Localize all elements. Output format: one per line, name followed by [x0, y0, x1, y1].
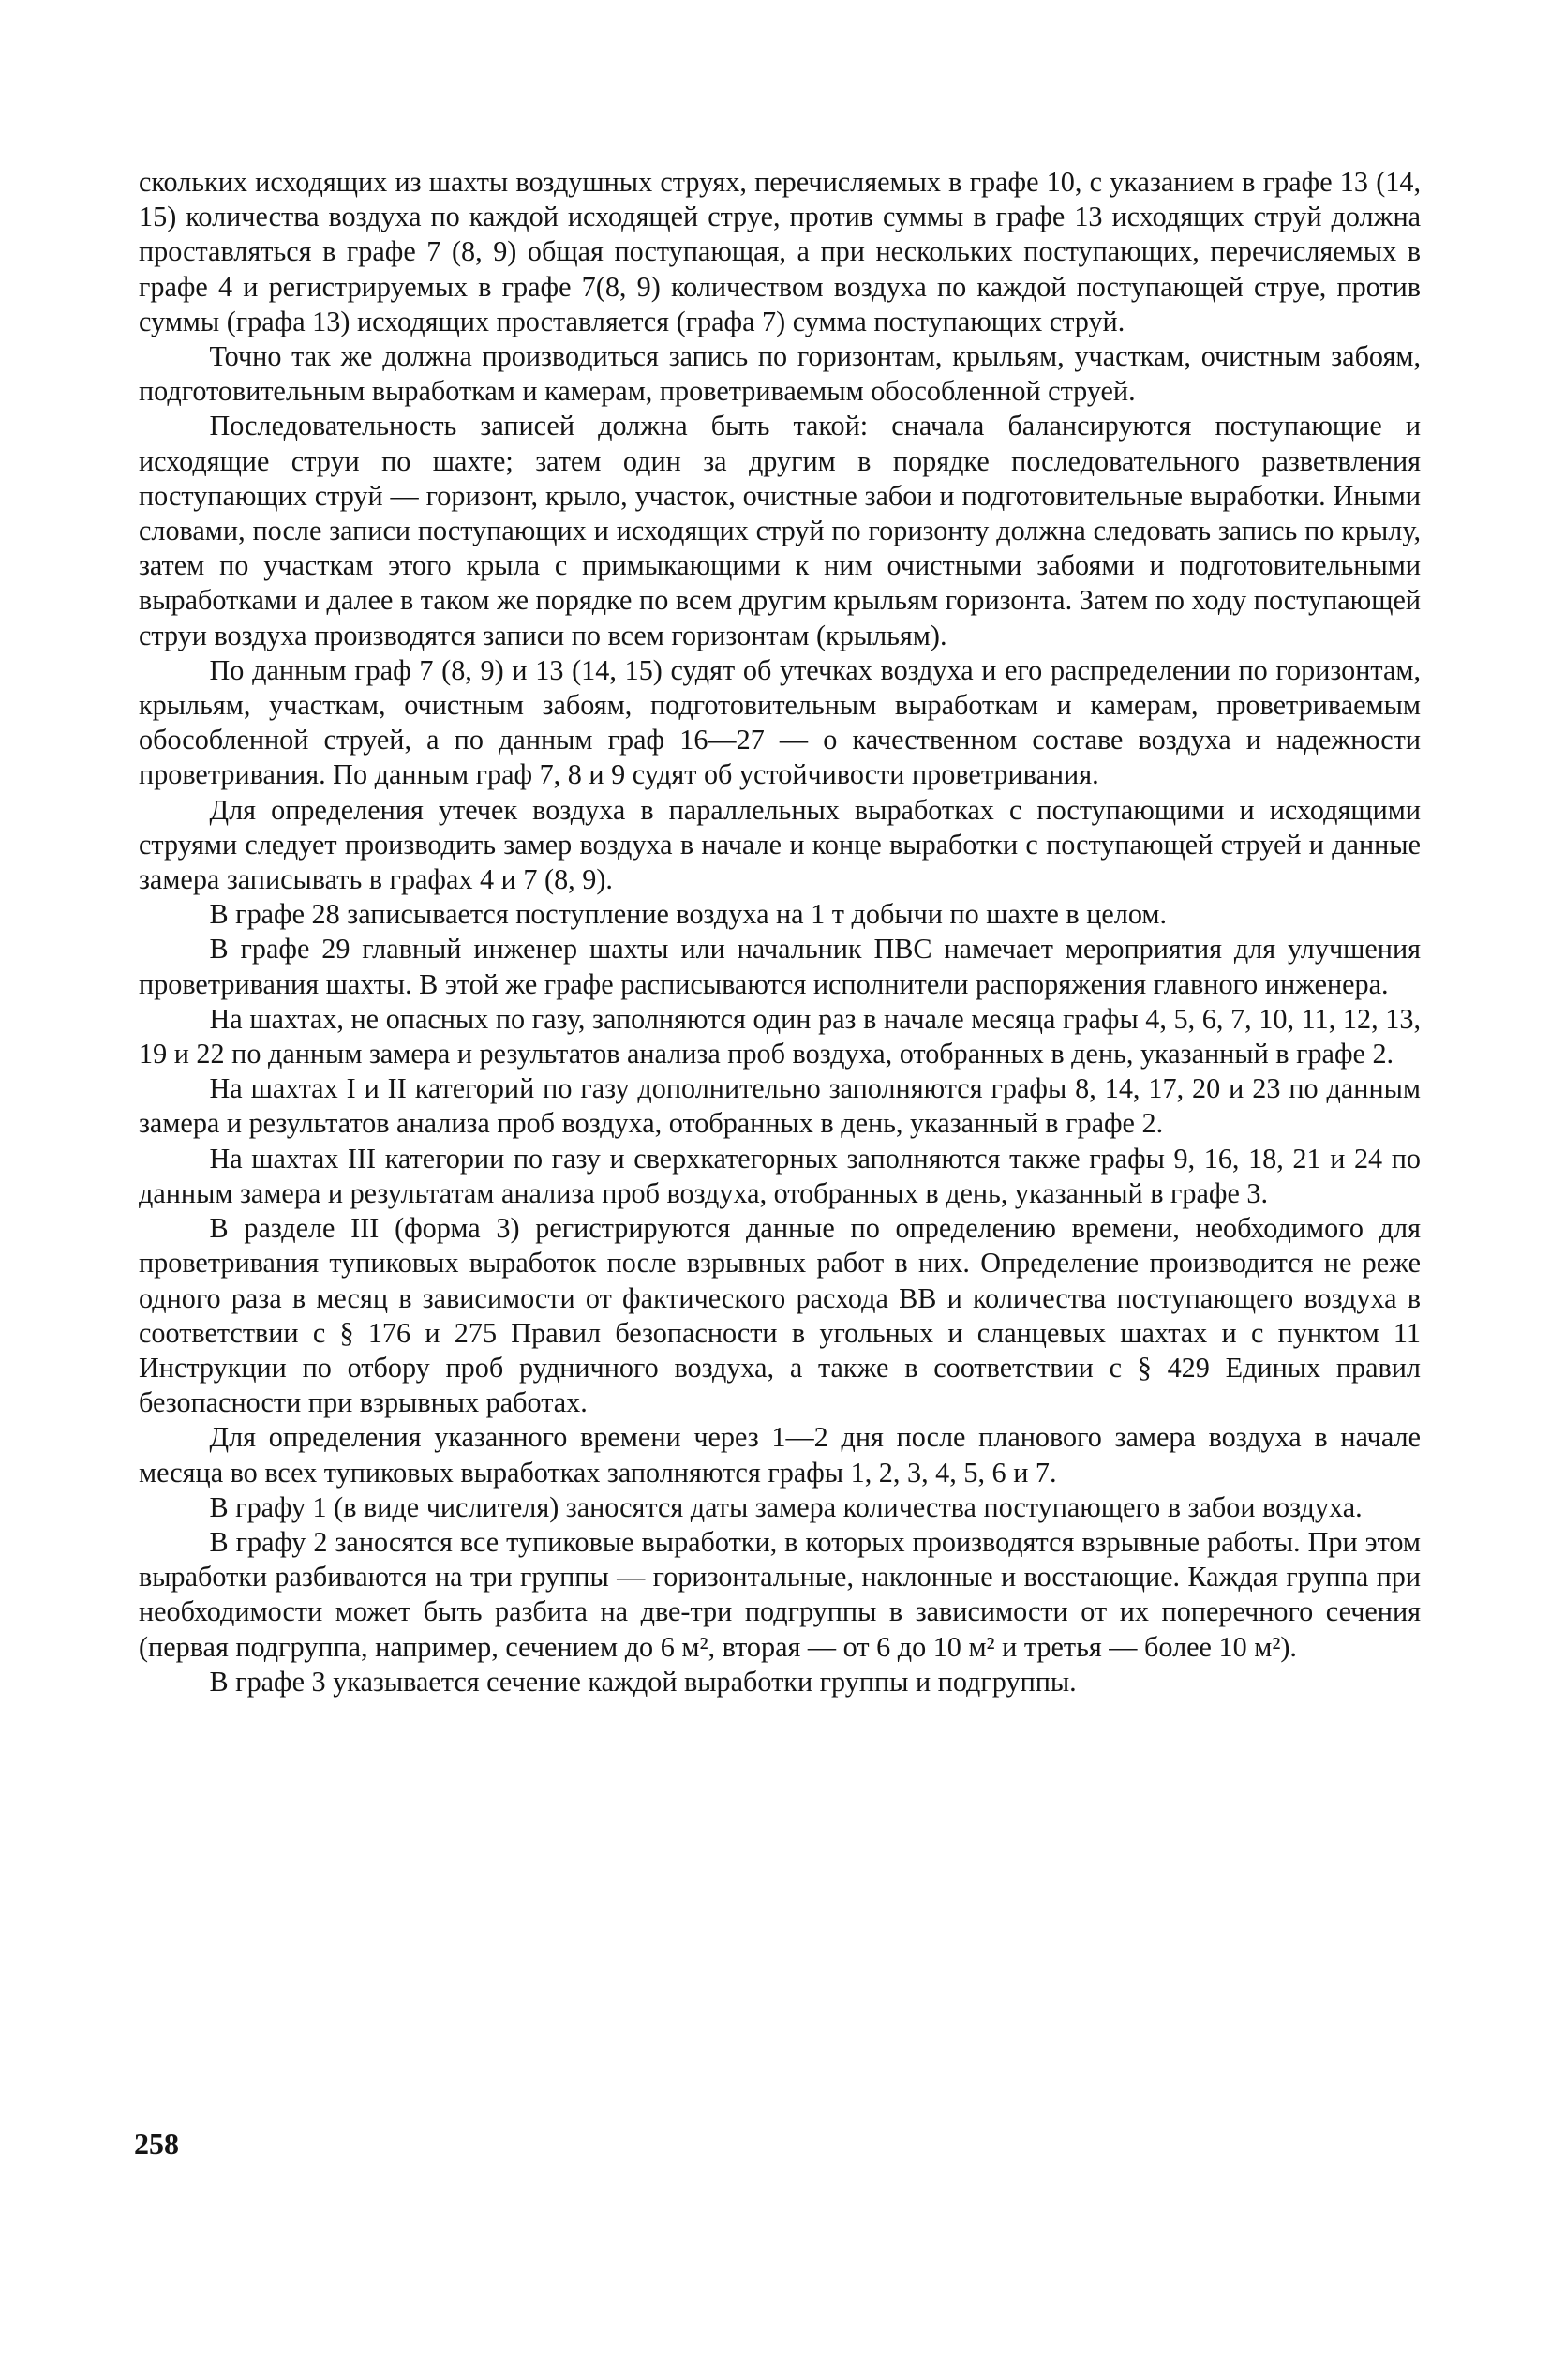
paragraph-2: Точно так же должна производиться запись по горизонтам, крыльям, участкам, очистным забоям, подготовительным выработкам и камерам, проветриваемым обособленной струей. [139, 340, 1421, 408]
paragraph-4: По данным граф 7 (8, 9) и 13 (14, 15) судят об утечках воздуха и его распределении по горизонтам, крыльям, участкам, очистным забоям, подготовительным выработкам и камерам, проветриваемым обособленной струей, а по данным граф 16—27 — о качественном составе воздуха и надежности проветривания. По данным граф 7, 8 и 9 судят об устойчивости проветривания. [139, 653, 1421, 791]
page-number: 258 [134, 2127, 179, 2161]
page-body [139, 165, 1421, 1699]
paragraph-10: На шахтах III категории по газу и сверхкатегорных заполняются также графы 9, 16, 18, 21 и 24 по данным замера и результатам анализа проб воздуха, отобранных в день, указанный в графе 3. [139, 1142, 1421, 1209]
paragraph-12: Для определения указанного времени через 1—2 дня после планового замера воздуха в начале месяца во всех тупиковых выработках заполняются графы 1, 2, 3, 4, 5, 6 и 7. [139, 1421, 1421, 1489]
paragraph-11: В разделе III (форма 3) регистрируются данные по определению времени, необходимого для проветривания тупиковых выработок после взрывных работ в них. Определение производится не реже одного раза в месяц в зависимости от фактического расхода ВВ и количества поступающего воздуха в соответствии с § 176 и 275 Правил безопасности в угольных и сланцевых шахтах и с пунктом 11 Инструкции по отбору проб рудничного воздуха, а также в соответствии с § 429 Единых правил безопасности при взрывных работах. [139, 1212, 1421, 1419]
paragraph-7: В графе 29 главный инженер шахты или начальник ПВС намечает мероприятия для улучшения проветривания шахты. В этой же графе расписываются исполнители распоряжения главного инженера. [139, 933, 1421, 1000]
paragraph-6: В графе 28 записывается поступление воздуха на 1 т добычи по шахте в целом. [209, 898, 1167, 931]
paragraph-3: Последовательность записей должна быть такой: сначала балансируются поступающие и исходящие струи по шахте; затем один за другим в порядке последовательного разветвления поступающих струй — горизонт, крыло, участок, очистные забои и подготовительные выработки. Иными словами, после записи поступающих и исходящих струй по горизонту должна следовать запись по крылу, затем по участкам этого крыла с примыкающими к ним очистными забоями и подготовительными выработками и далее в таком же порядке по всем другим крыльям горизонта. Затем по ходу поступающей струи воздуха производятся записи по всем горизонтам (крыльям). [139, 410, 1421, 651]
paragraph-13: В графу 1 (в виде числителя) заносятся даты замера количества поступающего в забои воздуха. [209, 1490, 1363, 1523]
paragraph-9: На шахтах I и II категорий по газу дополнительно заполняются графы 8, 14, 17, 20 и 23 по данным замера и результатов анализа проб воздуха, отобранных в день, указанный в графе 2. [139, 1072, 1421, 1140]
paragraph-14: В графу 2 заносятся все тупиковые выработки, в которых производятся взрывные работы. При этом выработки разбиваются на три группы — горизонтальные, наклонные и восстающие. Каждая группа при необходимости может быть разбита на две-три подгруппы в зависимости от их поперечного сечения (первая подгруппа, например, сечением до 6 м², вторая — от 6 до 10 м² и третья — более 10 м²). [139, 1525, 1421, 1663]
paragraph-5: Для определения утечек воздуха в параллельных выработках с поступающими и исходящими струями следует производить замер воздуха в начале и конце выработки с поступающей струей и данные замера записывать в графах 4 и 7 (8, 9). [139, 793, 1421, 896]
paragraph-8: На шахтах, не опасных по газу, заполняются один раз в начале месяца графы 4, 5, 6, 7, 10, 11, 12, 13, 19 и 22 по данным замера и результатов анализа проб воздуха, отобранных в день, указанный в графе 2. [139, 1002, 1421, 1070]
paragraph-1: скольких исходящих из шахты воздушных струях, перечисляемых в графе 10, с указанием в графе 13 (14, 15) количества воздуха по каждой исходящей струе, против суммы в графе 13 исходящих струй должна проставляться в графе 7 (8, 9) общая поступающая, а при нескольких поступающих, перечисляемых в графе 4 и регистрируемых в графе 7(8, 9) количеством воздуха по каждой поступающей струе, против суммы (графа 13) исходящих проставляется (графа 7) сумма поступающих струй. [139, 166, 1421, 337]
paragraph-15: В графе 3 указывается сечение каждой выработки группы и подгруппы. [209, 1665, 1077, 1698]
